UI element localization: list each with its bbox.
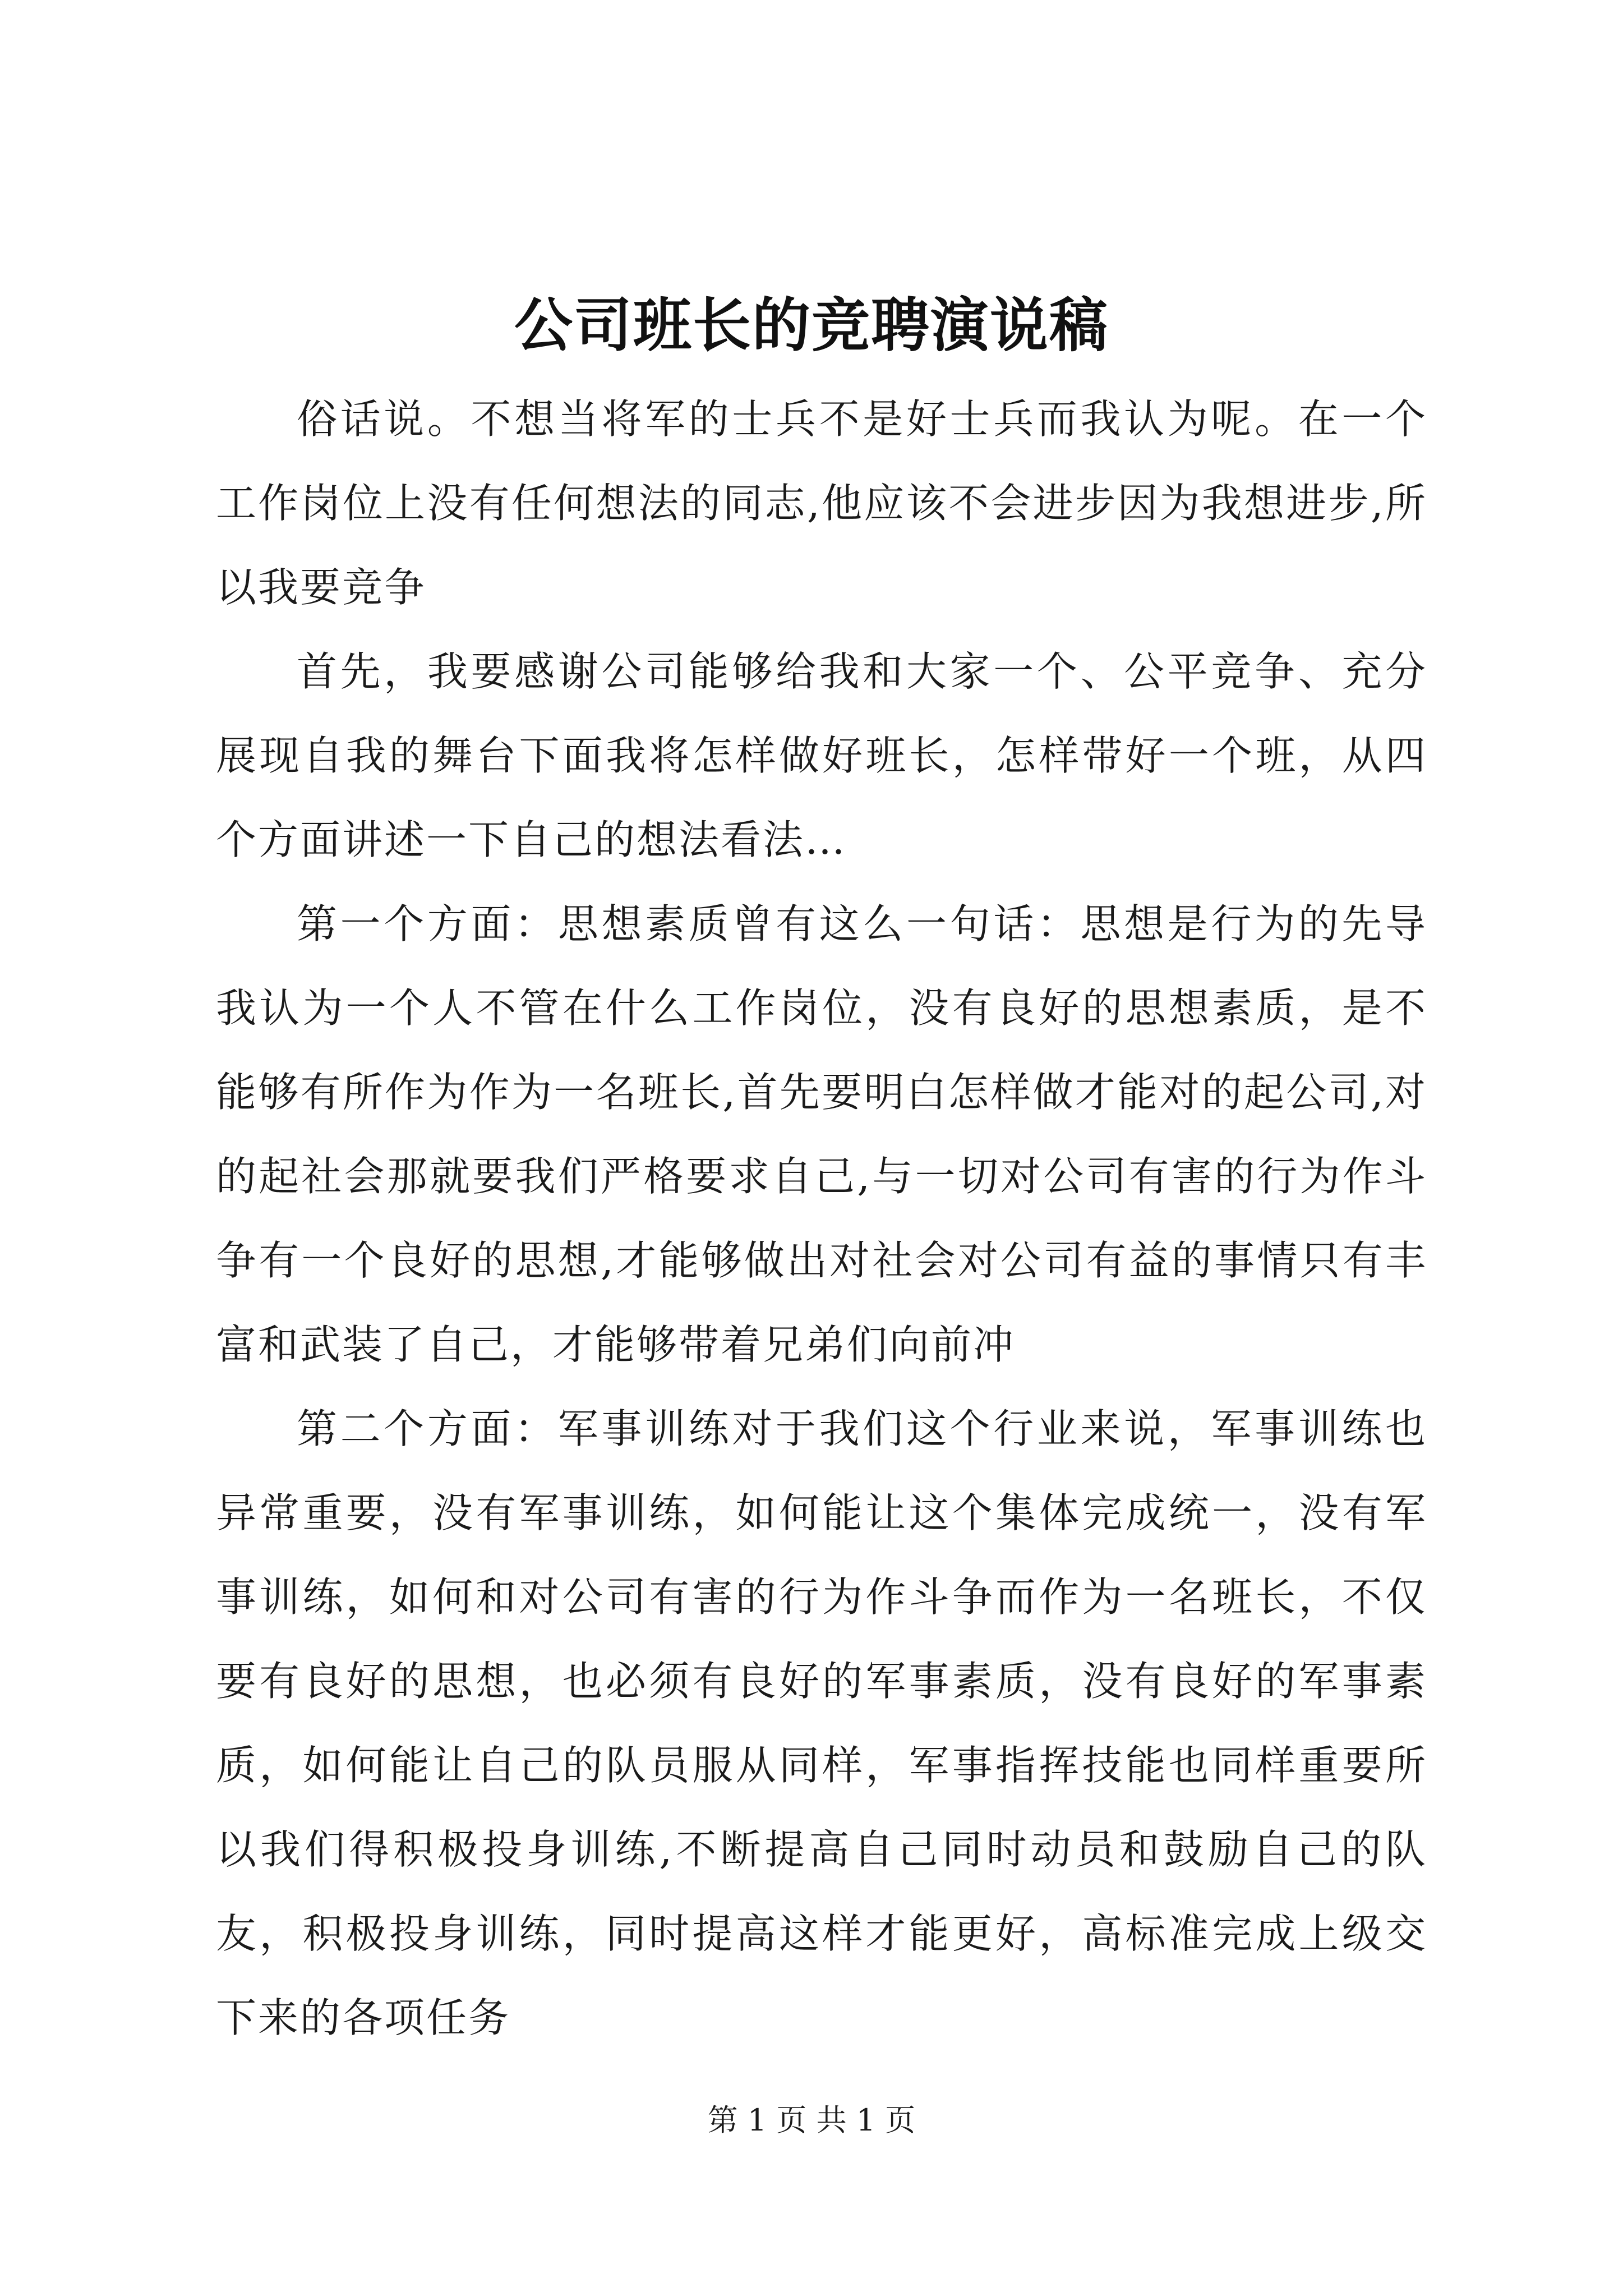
document-title: 公司班长的竞聘演说稿 bbox=[514, 291, 1109, 360]
paragraph-1: 俗话说。不想当将军的士兵不是好士兵而我认为呢。在一个工作岗位上没有任何想法的同志,他应该不会进步因为我想进步,所以我要竞争 bbox=[216, 395, 1427, 611]
paragraph-2: 首先，我要感谢公司能够给我和大家一个、公平竞争、充分展现自我的舞台下面我将怎样做好班长，怎样带好一个班，从四个方面讲述一下自己的想法看法… bbox=[216, 648, 1427, 863]
paragraph-3: 第一个方面：思想素质曾有这么一句话：思想是行为的先导我认为一个人不管在什么工作岗位，没有良好的思想素质，是不能够有所作为作为一名班长,首先要明白怎样做才能对的起公司,对的起社会那就要我们严格要求自己,与一切对公司有害的行为作斗争有一个良好的思想,才能够做出对社会对公司有益的事情只有丰富和武装了自己，才能够带着兄弟们向前冲 bbox=[216, 900, 1427, 1368]
paragraph-4: 第二个方面：军事训练对于我们这个行业来说，军事训练也异常重要，没有军事训练，如何能让这个集体完成统一，没有军事训练，如何和对公司有害的行为作斗争而作为一名班长，不仅要有良好的思想，也必须有良好的军事素质，没有良好的军事素质，如何能让自己的队员服从同样，军事指挥技能也同样重要所以我们得积极投身训练,不断提高自己同时动员和鼓励自己的队友，积极投身训练，同时提高这样才能更好，高标准完成上级交下来的各项任务 bbox=[216, 1405, 1427, 2041]
document-body bbox=[216, 377, 1427, 2060]
page-number-footer: 第 1 页 共 1 页 bbox=[707, 2102, 916, 2138]
